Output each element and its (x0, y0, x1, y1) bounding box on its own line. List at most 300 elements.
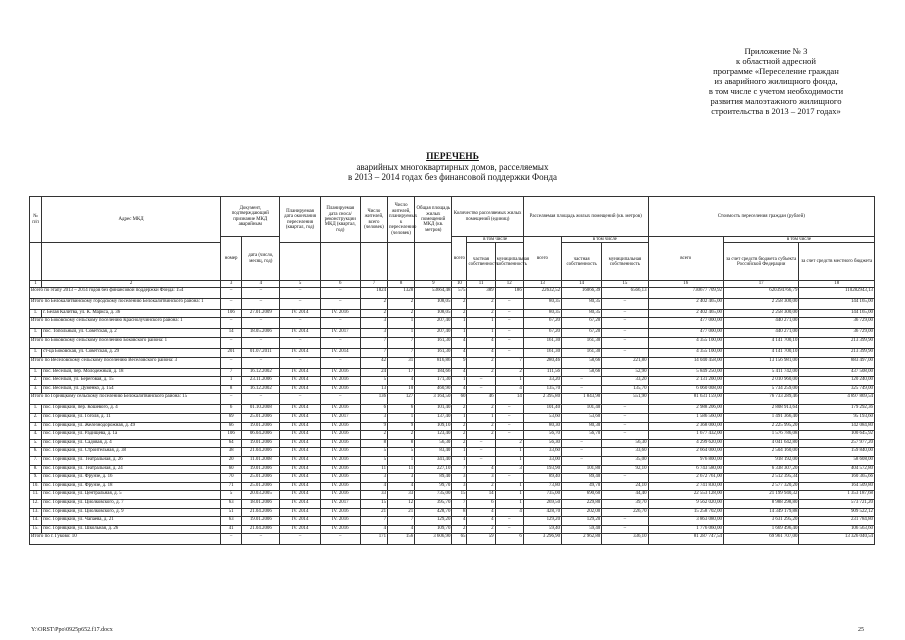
table-cell: – (320, 357, 360, 368)
table-cell: 33 (388, 491, 415, 500)
table-cell: 19.01.2006 (242, 517, 280, 526)
table-cell: IV. 2014 (280, 465, 320, 474)
table-cell: IV. 2014 (280, 377, 320, 386)
table-cell: 2 (467, 405, 495, 414)
table-cell: IV. 2016 (320, 431, 360, 440)
table-cell: 3 (360, 474, 387, 483)
row-number: 13. (30, 508, 42, 517)
table-cell: 2 962,80 (562, 534, 602, 545)
table-cell: 33,00 (523, 456, 561, 465)
address-cell: пос. Горняцкий, ул. Гоголя, д. 11 (42, 413, 221, 422)
table-row (30, 329, 875, 338)
row-number: 5. (30, 439, 42, 448)
table-cell: 257 977,20 (799, 439, 875, 448)
row-label: Итого по Горняцкому сельскому поселению Белокалитвинского района: 15 (30, 394, 221, 405)
table-cell: 4 (452, 385, 467, 394)
table-cell: 2 (452, 525, 467, 534)
table-cell: – (495, 474, 523, 483)
table-cell: 207,40 (415, 329, 452, 338)
table-cell: 80,30 (562, 422, 602, 431)
table-cell: – (280, 394, 320, 405)
table-cell: 159 840,00 (799, 448, 875, 457)
table-cell: 2 (467, 525, 495, 534)
table-cell: 620394766,79 (723, 287, 798, 298)
table-row (30, 405, 875, 414)
table-cell: – (320, 287, 360, 298)
table-cell: 110282943,13 (799, 287, 875, 298)
table-cell: 336,10 (602, 534, 648, 545)
table-row (30, 517, 875, 526)
table-cell: 81 631 159,00 (648, 394, 723, 405)
table-cell: 4 (467, 517, 495, 526)
address-cell: пос. Горняцкий, ул. Циолковского, д. 9 (42, 508, 221, 517)
table-cell: 909 522,12 (799, 508, 875, 517)
table-cell: 2 (388, 298, 415, 309)
column-number: 3 (221, 281, 242, 287)
table-row (30, 431, 875, 440)
table-cell: 2 577 320,20 (723, 482, 798, 491)
table-cell: – (602, 431, 648, 440)
table-cell: 976 800,00 (648, 456, 723, 465)
table-cell: – (602, 318, 648, 329)
row-label: Итого по Боковскому сельскому поселению Краснолучинского района: 1 (30, 318, 221, 329)
subtotal-row (30, 338, 875, 349)
column-number: 4 (242, 281, 280, 287)
table-cell: 690,60 (562, 491, 602, 500)
table-cell: 39,70 (602, 499, 648, 508)
table-cell: 135,70 (602, 385, 648, 394)
table-cell: 1 (452, 413, 467, 422)
table-cell: 36 729,00 (799, 318, 875, 329)
table-cell: 18.01.2006 (242, 499, 280, 508)
table-cell: 2 512 395,34 (723, 474, 798, 483)
table-cell: 80,35 (562, 309, 602, 318)
row-number: 15. (30, 525, 42, 534)
table-cell: 76 733 289,46 (723, 394, 798, 405)
table-cell: 1 (452, 377, 467, 386)
table-cell: 395,70 (415, 499, 452, 508)
table-row (30, 385, 875, 394)
table-cell: 207,40 (415, 318, 452, 329)
table-cell: 7 (221, 368, 242, 377)
table-row (30, 456, 875, 465)
table-cell: 161,30 (415, 349, 452, 358)
table-cell: 144 165,00 (799, 309, 875, 318)
subtitle-line: аварийных многоквартирных домов, расселяемых (356, 162, 549, 172)
table-cell: 8 (360, 439, 387, 448)
table-cell: – (242, 534, 280, 545)
table-cell: 135,70 (523, 385, 561, 394)
table-cell: – (242, 338, 280, 349)
row-number: 1. (30, 349, 42, 358)
table-cell: – (467, 385, 495, 394)
table-cell: 80,35 (523, 298, 561, 309)
table-cell: 164 509,80 (799, 482, 875, 491)
header-cell: Число жителей, всего (человек) (360, 197, 387, 243)
table-cell: 6 743 580,00 (648, 465, 723, 474)
table-cell: 1 586 560,00 (648, 413, 723, 422)
table-cell: 1 677 432,00 (648, 431, 723, 440)
table-cell: 21.04.2006 (242, 525, 280, 534)
row-label: Итого по Веселовскому сельскому поселению Веселовского района: 3 (30, 357, 221, 368)
table-cell: 41 (221, 525, 242, 534)
row-number: 11. (30, 491, 42, 500)
address-cell: г. Белая Калитва, ул. К. Маркса, д. 36 (42, 309, 221, 318)
table-cell: IV. 2014 (280, 517, 320, 526)
table-cell: 33,20 (602, 377, 648, 386)
table-cell: 92,10 (602, 465, 648, 474)
table-cell: 14 (495, 394, 523, 405)
table-cell: – (602, 349, 648, 358)
table-cell: 477 000,00 (648, 318, 723, 329)
table-cell: 4 041 642,80 (723, 439, 798, 448)
table-cell: 2 (452, 298, 467, 309)
table-cell: 186 (495, 287, 523, 298)
row-number: 1. (30, 329, 42, 338)
table-cell: 5 (360, 448, 387, 457)
table-cell: – (221, 534, 242, 545)
table-cell: 8 (452, 508, 467, 517)
table-cell: 80,30 (523, 422, 561, 431)
table-cell: 4 (495, 385, 523, 394)
column-number: 6 (320, 281, 360, 287)
table-cell: 440 271,00 (723, 318, 798, 329)
header-cell: всего (452, 237, 467, 281)
table-cell: 56,30 (415, 439, 452, 448)
table-cell: 4 141 700,10 (723, 349, 798, 358)
table-cell: 15 (452, 491, 467, 500)
appendix-line: Приложение № 3 (744, 46, 808, 56)
row-number: 9. (30, 474, 42, 483)
table-cell: 1 (467, 329, 495, 338)
table-cell: 80,35 (523, 309, 561, 318)
table-cell: 127 (388, 394, 415, 405)
table-cell: – (602, 517, 648, 526)
table-cell: 2 258 300,00 (723, 298, 798, 309)
table-cell: 1 (495, 377, 523, 386)
table-cell: 35,00 (602, 456, 648, 465)
table-cell: 2 (388, 431, 415, 440)
header-cell: всего (648, 237, 723, 281)
header-cell: номер (221, 237, 242, 281)
table-cell: 2 (467, 309, 495, 318)
table-cell: 9 (360, 422, 387, 431)
table-cell: 7 (452, 499, 467, 508)
table-cell: 4 (388, 525, 415, 534)
table-cell: 2 (452, 431, 467, 440)
table-row (30, 439, 875, 448)
table-cell: 109,10 (415, 422, 452, 431)
table-cell: 80,35 (562, 298, 602, 309)
table-cell: 53664,48 (415, 287, 452, 298)
table-cell: 2 131 200,00 (648, 377, 723, 386)
table-cell: 3 296,90 (523, 534, 561, 545)
table-row (30, 474, 875, 483)
table-cell: 65 (452, 534, 467, 545)
table-cell: 4 (360, 482, 387, 491)
page-number: 25 (858, 627, 864, 633)
address-cell: пос. Горняцкий, ул. Радищева, д. 1а (42, 431, 221, 440)
table-row (30, 448, 875, 457)
table-cell: 129,20 (415, 517, 452, 526)
header-cell: за счет средств бюджета субъекта Российской Федерации (723, 243, 798, 281)
table-cell: 161,30 (523, 338, 561, 349)
table-cell: 1 (388, 456, 415, 465)
table-cell: – (495, 329, 523, 338)
table-cell: IV. 2014 (280, 309, 320, 318)
table-cell: 7 (388, 517, 415, 526)
table-cell: 1824 (360, 287, 387, 298)
table-cell: 01.10.2008 (242, 405, 280, 414)
table-cell: – (320, 534, 360, 545)
table-cell: – (320, 338, 360, 349)
table-cell: – (602, 525, 648, 534)
table-cell: 4 (452, 349, 467, 358)
table-cell: – (495, 431, 523, 440)
table-cell: – (562, 439, 602, 448)
table-cell: IV. 2016 (320, 439, 360, 448)
table-cell: 4 (467, 349, 495, 358)
table-cell: IV. 2014 (280, 368, 320, 377)
table-cell: 137,40 (415, 413, 452, 422)
table-cell: 101,80 (562, 465, 602, 474)
table-cell: 1 (495, 456, 523, 465)
table-cell: 1 843,90 (562, 394, 602, 405)
table-cell: 101,40 (415, 405, 452, 414)
table-cell: IV. 2016 (320, 491, 360, 500)
table-cell: 1 491 366,40 (723, 413, 798, 422)
table-cell: 161,30 (523, 349, 561, 358)
row-number: 3. (30, 422, 42, 431)
table-cell: IV. 2017 (320, 329, 360, 338)
table-cell: 58 608,00 (799, 456, 875, 465)
table-cell: 33,60 (602, 448, 648, 457)
table-cell: 184,66 (415, 368, 452, 377)
table-cell: 2 (452, 309, 467, 318)
table-cell: 4 141 700,10 (723, 338, 798, 349)
table-cell: 25.01.2006 (242, 413, 280, 422)
table-cell: 63 (221, 499, 242, 508)
table-cell: 171,30 (415, 377, 452, 386)
table-cell: 1 (495, 491, 523, 500)
table-cell: 31 (388, 357, 415, 368)
table-cell: 5 (360, 456, 387, 465)
table-cell: 3 164,50 (415, 394, 452, 405)
subtotal-row (30, 534, 875, 545)
row-number: 2. (30, 377, 42, 386)
row-number: 6. (30, 448, 42, 457)
table-cell: 99,70 (415, 482, 452, 491)
table-cell: 14 (467, 491, 495, 500)
table-cell: 2 (452, 405, 467, 414)
table-cell: – (562, 456, 602, 465)
table-cell: 89,40 (415, 474, 452, 483)
document-heading: ПЕРЕЧЕНЬ (426, 152, 479, 162)
table-cell: 56,30 (523, 439, 561, 448)
table-cell: 1 (495, 499, 523, 508)
table-cell: 213 399,90 (799, 349, 875, 358)
table-cell: 129,20 (523, 517, 561, 526)
table-cell: 1 (495, 482, 523, 491)
table-cell: 53,60 (562, 413, 602, 422)
table-cell: 19.01.2006 (242, 465, 280, 474)
header-cell: Документ, подтверждающий признание МКД аварийным (221, 197, 280, 237)
table-cell: 3 863 080,00 (648, 517, 723, 526)
table-cell: IV. 2016 (320, 309, 360, 318)
table-cell: – (280, 318, 320, 329)
table-cell: 19.01.2006 (242, 439, 280, 448)
row-number: 3. (30, 385, 42, 394)
table-cell: 7 (495, 357, 523, 368)
table-cell: 123,40 (415, 431, 452, 440)
table-cell: 883 497,00 (799, 357, 875, 368)
row-label: Всего по этапу 2013 – 2014 годов без финансовой поддержки Фонда: 154 (30, 287, 221, 298)
table-cell: – (242, 287, 280, 298)
table-cell: 101,40 (523, 405, 561, 414)
table-cell: 66 (221, 422, 242, 431)
row-label: Итого по Белокалитвинскому городскому поселению Белокалитвинского района: 1 (30, 298, 221, 309)
table-cell: IV. 2014 (280, 456, 320, 465)
column-number: 15 (602, 281, 648, 287)
table-cell: IV. 2016 (320, 368, 360, 377)
table-cell: 106 563,60 (799, 525, 875, 534)
table-cell: 8 988 298,80 (723, 499, 798, 508)
table-cell: 20 (221, 456, 242, 465)
header-cell: всего (523, 237, 561, 281)
table-row (30, 482, 875, 491)
table-cell: 7 (360, 517, 387, 526)
table-cell: 1328 (388, 287, 415, 298)
table-cell: 161,30 (562, 338, 602, 349)
table-cell: 109,70 (415, 525, 452, 534)
table-cell: 59 (467, 534, 495, 545)
table-cell: 71 (221, 482, 242, 491)
table-cell: 67,20 (523, 329, 561, 338)
header-cell: Стоимость переселения граждан (рублей) (648, 197, 874, 237)
row-number: 1. (30, 405, 42, 414)
address-cell: пос. Горняцкий, ул. Строительная, д. 38 (42, 448, 221, 457)
header-cell: Количество расселяемых жилых помещений (единиц) (452, 197, 523, 237)
column-number: 8 (388, 281, 415, 287)
table-cell: IV. 2016 (320, 517, 360, 526)
table-cell: 4 (467, 338, 495, 349)
table-cell: 1 (388, 329, 415, 338)
table-cell: – (242, 357, 280, 368)
table-cell: 67,20 (562, 318, 602, 329)
table-cell: 7 (360, 349, 387, 358)
table-cell: 52,90 (602, 368, 648, 377)
table-cell: 341,40 (415, 456, 452, 465)
table-cell: 6 (467, 499, 495, 508)
table-cell: 6566,13 (602, 287, 648, 298)
row-number: 2. (30, 413, 42, 422)
address-cell: пос. Горняцкий, ул. Садовая, д. 4 (42, 439, 221, 448)
table-cell: 202,00 (562, 508, 602, 517)
appendix-line: развития малоэтажного жилищного (710, 96, 842, 106)
table-cell: IV. 2014 (280, 439, 320, 448)
table-cell: 2 (495, 368, 523, 377)
table-cell: 1 (495, 448, 523, 457)
table-cell: 129,20 (562, 517, 602, 526)
header-cell (30, 243, 42, 281)
table-cell: – (495, 413, 523, 422)
table-cell: 142 084,80 (799, 422, 875, 431)
table-cell: – (495, 298, 523, 309)
table-cell: 17 (388, 368, 415, 377)
table-cell: – (280, 287, 320, 298)
table-cell: IV. 2014 (280, 329, 320, 338)
table-cell: 21.04.2006 (242, 448, 280, 457)
table-cell: 2 664 000,00 (648, 448, 723, 457)
table-cell: – (602, 474, 648, 483)
table-cell: 56,70 (523, 431, 561, 440)
appendix-line: в том числе с учетом необходимости (708, 86, 844, 96)
table-cell: 4 (452, 517, 467, 526)
table-cell: – (562, 377, 602, 386)
table-cell: – (602, 405, 648, 414)
table-cell: IV. 2014 (280, 508, 320, 517)
table-cell: 404 572,80 (799, 465, 875, 474)
subtotal-row (30, 287, 875, 298)
table-cell: – (221, 394, 242, 405)
table-cell: 2 988 206,00 (648, 405, 723, 414)
table-cell: – (602, 309, 648, 318)
table-cell: IV. 2017 (320, 499, 360, 508)
header-cell: частная собственность (562, 243, 602, 281)
header-cell (360, 243, 387, 281)
table-cell: 226,70 (602, 508, 648, 517)
column-number: 13 (523, 281, 561, 287)
table-cell: 5 734 259,00 (723, 385, 798, 394)
table-cell: 95 193,60 (799, 413, 875, 422)
table-cell: 575 (452, 287, 467, 298)
table-cell: 280,46 (523, 357, 561, 368)
table-cell: 4 (388, 482, 415, 491)
table-cell: 73,80 (523, 482, 561, 491)
table-cell: 13 (360, 385, 387, 394)
table-cell: 2 (452, 439, 467, 448)
table-cell: 2 402 465,00 (648, 309, 723, 318)
table-cell: – (495, 309, 523, 318)
table-cell: 19.01.2006 (242, 422, 280, 431)
table-cell: 2 (360, 298, 387, 309)
table-cell: 1 (467, 413, 495, 422)
table-cell: 6 (360, 405, 387, 414)
table-cell: 33,60 (523, 448, 561, 457)
address-cell: пос. Топольный, ул. Советская, д. 2 (42, 329, 221, 338)
table-cell: 179 292,36 (799, 405, 875, 414)
table-cell: IV. 2016 (320, 377, 360, 386)
table-cell: 01.07.2011 (242, 349, 280, 358)
table-cell: 59,40 (523, 525, 561, 534)
column-number: 2 (42, 281, 221, 287)
table-cell: 1 (221, 377, 242, 386)
table-cell: 2 225 995,20 (723, 422, 798, 431)
appendix-line: программе «Переселение граждан (713, 66, 839, 76)
table-cell: IV. 2014 (280, 491, 320, 500)
table-cell: 06.04.2006 (242, 431, 280, 440)
table-cell: 46 (467, 394, 495, 405)
table-cell: 3 (360, 329, 387, 338)
address-cell: пос. Горняцкий, пер. Кошевого, д. 4 (42, 405, 221, 414)
row-number: 1. (30, 309, 42, 318)
table-cell: 3 (388, 474, 415, 483)
header-cell: Адрес МКД (42, 197, 221, 243)
table-cell: 325 749,00 (799, 385, 875, 394)
table-cell: 36 729,00 (799, 329, 875, 338)
table-cell: 8 (388, 439, 415, 448)
table-cell: 2 504 160,00 (723, 448, 798, 457)
